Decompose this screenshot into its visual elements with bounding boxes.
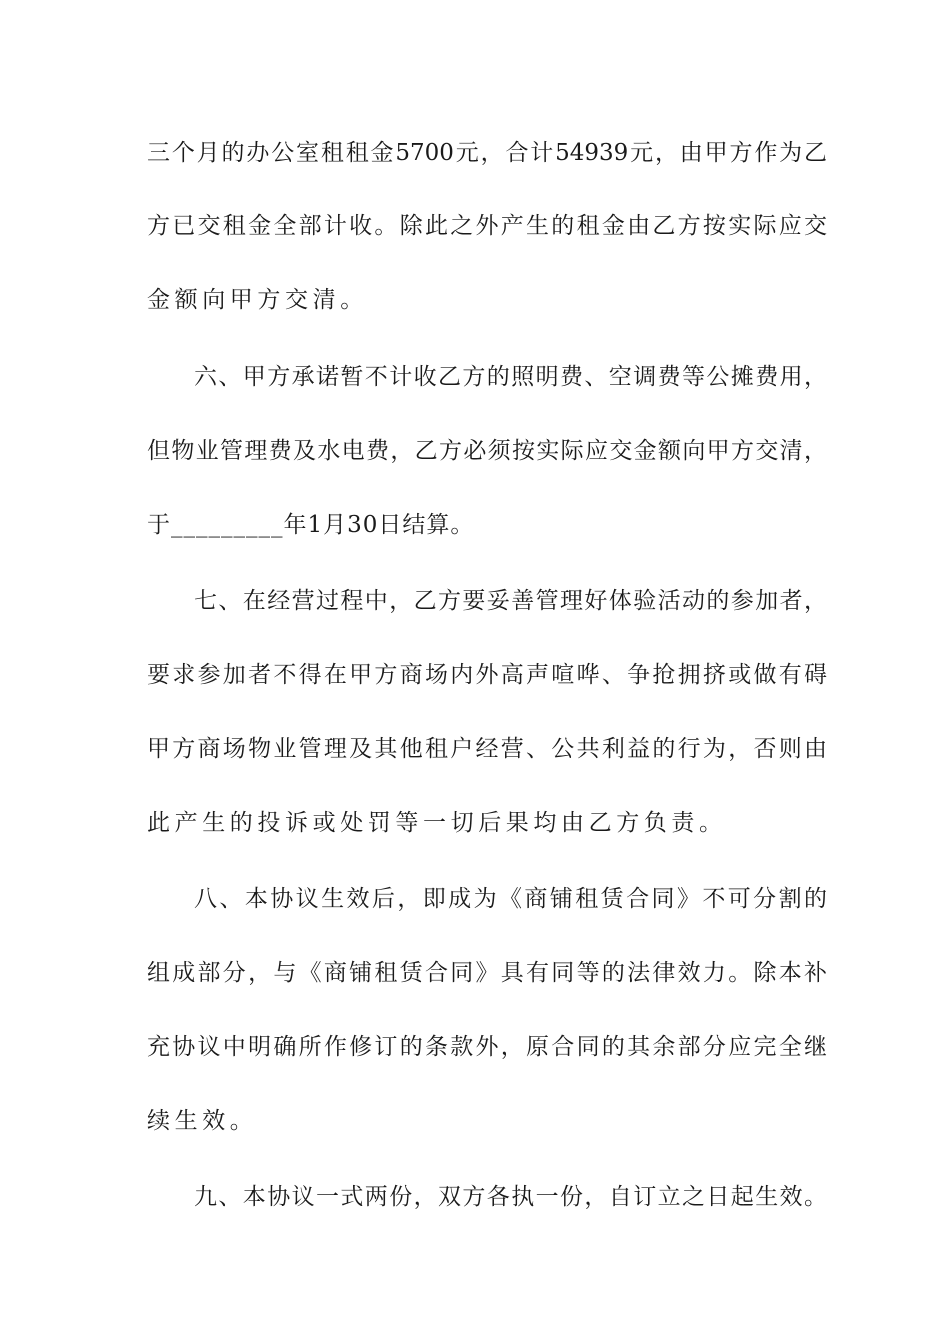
text-line: 要求参加者不得在甲方商场内外高声喧哗、争抢拥挤或做有碍	[147, 662, 827, 688]
text-line: 于_________年1月30日结算。	[147, 512, 475, 538]
text-line: 此产生的投诉或处罚等一切后果均由乙方负责。	[147, 810, 727, 836]
text-line: 八、本协议生效后，即成为《商铺租赁合同》不可分割的	[194, 886, 827, 912]
text-line: 三个月的办公室租租金5700元，合计54939元，由甲方作为乙	[147, 140, 827, 166]
text-line: 甲方商场物业管理及其他租户经营、公共利益的行为，否则由	[147, 736, 827, 762]
text-line: 充协议中明确所作修订的条款外，原合同的其余部分应完全继	[147, 1034, 827, 1060]
text-line: 七、在经营过程中，乙方要妥善管理好体验活动的参加者，	[194, 588, 827, 614]
text-line: 续生效。	[147, 1108, 258, 1134]
text-line: 金额向甲方交清。	[147, 287, 368, 313]
text-line: 六、甲方承诺暂不计收乙方的照明费、空调费等公摊费用，	[194, 364, 827, 390]
text-line: 组成部分，与《商铺租赁合同》具有同等的法律效力。除本补	[147, 960, 827, 986]
text-line: 但物业管理费及水电费，乙方必须按实际应交金额向甲方交清，	[147, 438, 827, 464]
text-line: 方已交租金全部计收。除此之外产生的租金由乙方按实际应交	[147, 213, 827, 239]
text-line: 九、本协议一式两份，双方各执一份，自订立之日起生效。	[194, 1184, 827, 1210]
